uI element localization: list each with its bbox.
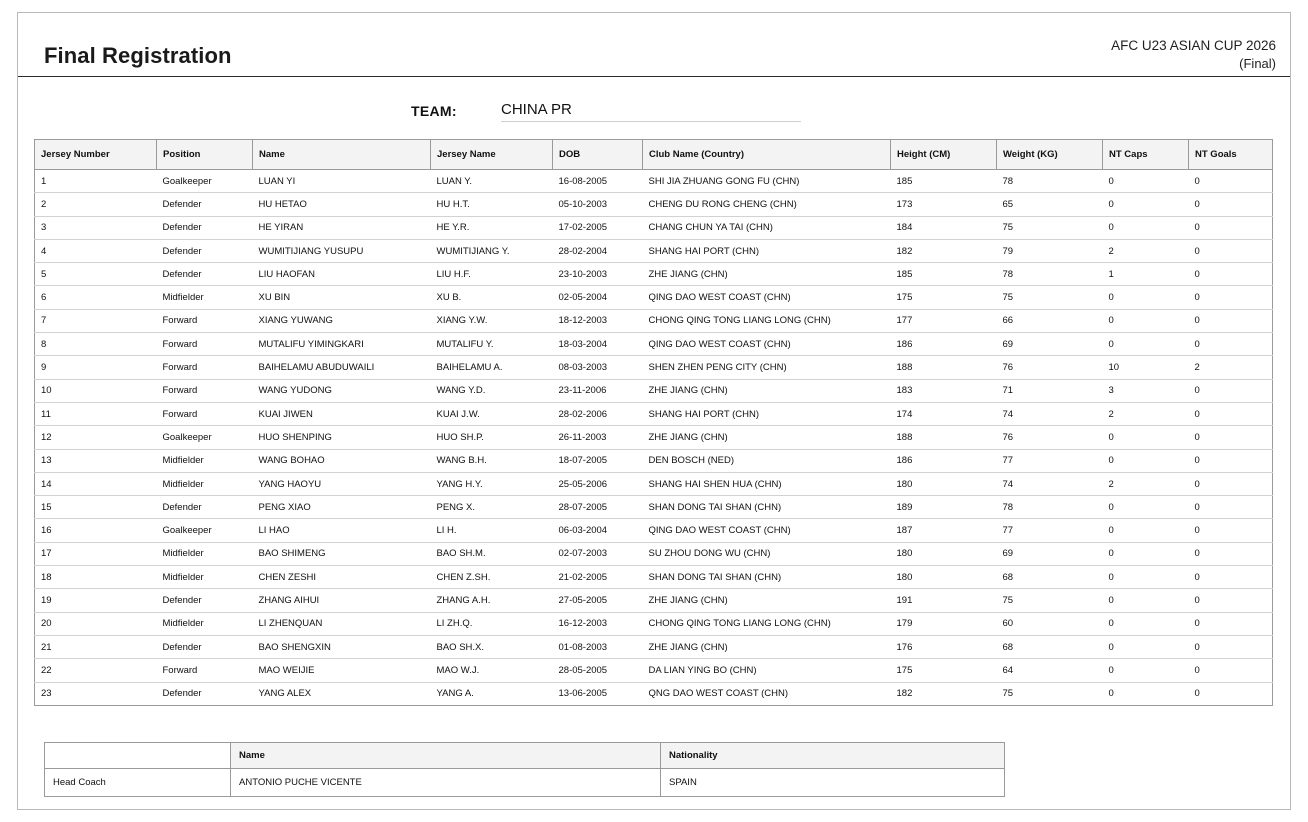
cell-weight: 76	[997, 426, 1103, 449]
cell-nt-goals: 2	[1189, 356, 1273, 379]
table-row	[35, 542, 1273, 565]
cell-nt-caps: 0	[1103, 170, 1189, 193]
team-name-field: CHINA PR	[501, 101, 801, 122]
cell-name: HU HETAO	[253, 193, 431, 216]
cell-position: Defender	[157, 682, 253, 705]
cell-staff-name: ANTONIO PUCHE VICENTE	[231, 769, 661, 797]
cell-nt-goals: 0	[1189, 379, 1273, 402]
cell-jersey-number: 18	[35, 566, 157, 589]
col-dob: DOB	[553, 140, 643, 170]
cell-name: ZHANG AIHUI	[253, 589, 431, 612]
cell-jersey-number: 20	[35, 612, 157, 635]
cell-weight: 69	[997, 333, 1103, 356]
cell-position: Forward	[157, 356, 253, 379]
cell-club: SHAN DONG TAI SHAN (CHN)	[643, 566, 891, 589]
cell-position: Forward	[157, 309, 253, 332]
cell-weight: 68	[997, 635, 1103, 658]
cell-nt-caps: 0	[1103, 635, 1189, 658]
cell-jersey-number: 22	[35, 659, 157, 682]
cell-weight: 60	[997, 612, 1103, 635]
cell-dob: 18-03-2004	[553, 333, 643, 356]
cell-dob: 25-05-2006	[553, 472, 643, 495]
cell-dob: 18-12-2003	[553, 309, 643, 332]
cell-nt-caps: 2	[1103, 472, 1189, 495]
cell-height: 187	[891, 519, 997, 542]
cell-height: 174	[891, 402, 997, 425]
cell-nt-caps: 0	[1103, 589, 1189, 612]
players-table	[34, 139, 1273, 706]
cell-height: 186	[891, 333, 997, 356]
competition-stage: (Final)	[1239, 56, 1276, 72]
cell-name: YANG HAOYU	[253, 472, 431, 495]
cell-club: ZHE JIANG (CHN)	[643, 379, 891, 402]
cell-position: Midfielder	[157, 566, 253, 589]
cell-nt-caps: 0	[1103, 309, 1189, 332]
table-row	[35, 239, 1273, 262]
cell-jersey-name: CHEN Z.SH.	[431, 566, 553, 589]
cell-jersey-number: 5	[35, 263, 157, 286]
cell-club: CHANG CHUN YA TAI (CHN)	[643, 216, 891, 239]
cell-nt-goals: 0	[1189, 402, 1273, 425]
cell-nt-caps: 0	[1103, 286, 1189, 309]
cell-weight: 75	[997, 589, 1103, 612]
cell-weight: 77	[997, 519, 1103, 542]
cell-height: 173	[891, 193, 997, 216]
cell-nt-caps: 0	[1103, 216, 1189, 239]
col-jersey-name: Jersey Name	[431, 140, 553, 170]
cell-jersey-number: 14	[35, 472, 157, 495]
table-row	[35, 589, 1273, 612]
cell-club: CHONG QING TONG LIANG LONG (CHN)	[643, 612, 891, 635]
cell-name: CHEN ZESHI	[253, 566, 431, 589]
cell-weight: 65	[997, 193, 1103, 216]
table-row	[35, 519, 1273, 542]
cell-dob: 28-02-2006	[553, 402, 643, 425]
table-row	[35, 263, 1273, 286]
cell-nt-caps: 0	[1103, 542, 1189, 565]
cell-dob: 23-10-2003	[553, 263, 643, 286]
cell-weight: 78	[997, 496, 1103, 519]
cell-weight: 75	[997, 216, 1103, 239]
table-row	[35, 566, 1273, 589]
cell-height: 176	[891, 635, 997, 658]
cell-dob: 16-08-2005	[553, 170, 643, 193]
competition-block	[1111, 37, 1276, 73]
cell-jersey-number: 16	[35, 519, 157, 542]
cell-position: Defender	[157, 239, 253, 262]
cell-weight: 68	[997, 566, 1103, 589]
cell-name: LI ZHENQUAN	[253, 612, 431, 635]
cell-nt-caps: 0	[1103, 333, 1189, 356]
cell-nt-caps: 0	[1103, 682, 1189, 705]
col-nt-goals: NT Goals	[1189, 140, 1273, 170]
col-club: Club Name (Country)	[643, 140, 891, 170]
cell-nt-goals: 0	[1189, 193, 1273, 216]
cell-club: ZHE JIANG (CHN)	[643, 263, 891, 286]
table-row	[35, 170, 1273, 193]
table-row	[35, 496, 1273, 519]
cell-position: Forward	[157, 659, 253, 682]
cell-nt-caps: 0	[1103, 612, 1189, 635]
cell-jersey-number: 11	[35, 402, 157, 425]
col-staff-nationality: Nationality	[661, 743, 1005, 769]
players-header-row	[35, 140, 1273, 170]
cell-club: CHONG QING TONG LIANG LONG (CHN)	[643, 309, 891, 332]
cell-weight: 75	[997, 682, 1103, 705]
competition-name: AFC U23 ASIAN CUP 2026	[1111, 38, 1276, 53]
cell-club: SHAN DONG TAI SHAN (CHN)	[643, 496, 891, 519]
cell-dob: 06-03-2004	[553, 519, 643, 542]
cell-dob: 18-07-2005	[553, 449, 643, 472]
cell-jersey-number: 3	[35, 216, 157, 239]
players-table-container	[34, 139, 1272, 706]
cell-nt-goals: 0	[1189, 426, 1273, 449]
cell-name: BAO SHENGXIN	[253, 635, 431, 658]
cell-dob: 02-07-2003	[553, 542, 643, 565]
cell-jersey-name: XIANG Y.W.	[431, 309, 553, 332]
cell-jersey-number: 21	[35, 635, 157, 658]
cell-jersey-name: KUAI J.W.	[431, 402, 553, 425]
cell-dob: 28-07-2005	[553, 496, 643, 519]
staff-table-container	[44, 742, 1004, 797]
cell-dob: 26-11-2003	[553, 426, 643, 449]
cell-height: 175	[891, 659, 997, 682]
cell-club: ZHE JIANG (CHN)	[643, 589, 891, 612]
cell-jersey-name: YANG H.Y.	[431, 472, 553, 495]
cell-position: Midfielder	[157, 286, 253, 309]
cell-nt-caps: 3	[1103, 379, 1189, 402]
players-table-header	[35, 140, 1273, 170]
team-label: TEAM:	[411, 103, 457, 119]
cell-nt-caps: 0	[1103, 426, 1189, 449]
cell-height: 188	[891, 426, 997, 449]
cell-jersey-name: MAO W.J.	[431, 659, 553, 682]
staff-table-body	[45, 769, 1005, 797]
cell-club: QING DAO WEST COAST (CHN)	[643, 333, 891, 356]
cell-club: SHANG HAI SHEN HUA (CHN)	[643, 472, 891, 495]
cell-jersey-name: WUMITIJIANG Y.	[431, 239, 553, 262]
cell-position: Midfielder	[157, 449, 253, 472]
cell-jersey-name: WANG Y.D.	[431, 379, 553, 402]
cell-name: LIU HAOFAN	[253, 263, 431, 286]
cell-name: BAO SHIMENG	[253, 542, 431, 565]
cell-jersey-name: MUTALIFU Y.	[431, 333, 553, 356]
cell-nt-caps: 2	[1103, 239, 1189, 262]
cell-nt-goals: 0	[1189, 170, 1273, 193]
cell-nt-goals: 0	[1189, 333, 1273, 356]
cell-position: Defender	[157, 496, 253, 519]
cell-height: 182	[891, 239, 997, 262]
col-staff-role	[45, 743, 231, 769]
table-row	[35, 426, 1273, 449]
cell-nt-goals: 0	[1189, 263, 1273, 286]
cell-weight: 78	[997, 263, 1103, 286]
table-row	[35, 449, 1273, 472]
cell-position: Goalkeeper	[157, 170, 253, 193]
cell-jersey-number: 7	[35, 309, 157, 332]
cell-weight: 74	[997, 472, 1103, 495]
cell-jersey-number: 9	[35, 356, 157, 379]
cell-nt-goals: 0	[1189, 216, 1273, 239]
cell-name: LUAN YI	[253, 170, 431, 193]
cell-jersey-number: 6	[35, 286, 157, 309]
cell-dob: 23-11-2006	[553, 379, 643, 402]
cell-nt-goals: 0	[1189, 239, 1273, 262]
cell-height: 185	[891, 170, 997, 193]
cell-jersey-number: 1	[35, 170, 157, 193]
cell-height: 177	[891, 309, 997, 332]
table-row	[35, 635, 1273, 658]
cell-nt-caps: 0	[1103, 496, 1189, 519]
staff-table-header	[45, 743, 1005, 769]
cell-dob: 05-10-2003	[553, 193, 643, 216]
cell-jersey-number: 13	[35, 449, 157, 472]
cell-dob: 21-02-2005	[553, 566, 643, 589]
cell-jersey-name: XU B.	[431, 286, 553, 309]
cell-dob: 17-02-2005	[553, 216, 643, 239]
cell-jersey-number: 15	[35, 496, 157, 519]
cell-height: 182	[891, 682, 997, 705]
cell-dob: 13-06-2005	[553, 682, 643, 705]
cell-nt-goals: 0	[1189, 659, 1273, 682]
cell-weight: 77	[997, 449, 1103, 472]
cell-jersey-name: YANG A.	[431, 682, 553, 705]
cell-jersey-name: HU H.T.	[431, 193, 553, 216]
cell-name: MUTALIFU YIMINGKARI	[253, 333, 431, 356]
cell-nt-caps: 1	[1103, 263, 1189, 286]
cell-position: Midfielder	[157, 542, 253, 565]
cell-dob: 02-05-2004	[553, 286, 643, 309]
cell-position: Midfielder	[157, 472, 253, 495]
col-name: Name	[253, 140, 431, 170]
cell-jersey-name: HE Y.R.	[431, 216, 553, 239]
team-row	[18, 99, 1290, 129]
cell-club: QING DAO WEST COAST (CHN)	[643, 519, 891, 542]
cell-position: Forward	[157, 333, 253, 356]
cell-club: DEN BOSCH (NED)	[643, 449, 891, 472]
cell-height: 188	[891, 356, 997, 379]
cell-dob: 01-08-2003	[553, 635, 643, 658]
staff-table	[44, 742, 1005, 797]
cell-club: SHI JIA ZHUANG GONG FU (CHN)	[643, 170, 891, 193]
col-jersey-number: Jersey Number	[35, 140, 157, 170]
cell-name: XU BIN	[253, 286, 431, 309]
table-row	[35, 309, 1273, 332]
table-row	[35, 356, 1273, 379]
cell-position: Defender	[157, 263, 253, 286]
cell-jersey-number: 8	[35, 333, 157, 356]
cell-club: DA LIAN YING BO (CHN)	[643, 659, 891, 682]
table-row	[35, 472, 1273, 495]
cell-dob: 28-02-2004	[553, 239, 643, 262]
cell-club: SHEN ZHEN PENG CITY (CHN)	[643, 356, 891, 379]
cell-nt-caps: 0	[1103, 519, 1189, 542]
table-row	[35, 216, 1273, 239]
cell-club: SHANG HAI PORT (CHN)	[643, 239, 891, 262]
cell-position: Goalkeeper	[157, 519, 253, 542]
staff-row	[45, 769, 1005, 797]
cell-nt-caps: 0	[1103, 193, 1189, 216]
col-height: Height (CM)	[891, 140, 997, 170]
cell-jersey-name: LI H.	[431, 519, 553, 542]
cell-jersey-name: BAO SH.M.	[431, 542, 553, 565]
players-table-body	[35, 170, 1273, 706]
cell-name: BAIHELAMU ABUDUWAILI	[253, 356, 431, 379]
table-row	[35, 682, 1273, 705]
cell-weight: 71	[997, 379, 1103, 402]
cell-jersey-name: ZHANG A.H.	[431, 589, 553, 612]
cell-jersey-name: PENG X.	[431, 496, 553, 519]
staff-header-row	[45, 743, 1005, 769]
document-header	[18, 13, 1290, 77]
cell-nt-goals: 0	[1189, 286, 1273, 309]
cell-height: 189	[891, 496, 997, 519]
cell-name: XIANG YUWANG	[253, 309, 431, 332]
cell-nt-goals: 0	[1189, 635, 1273, 658]
cell-dob: 16-12-2003	[553, 612, 643, 635]
cell-position: Forward	[157, 402, 253, 425]
cell-weight: 78	[997, 170, 1103, 193]
cell-name: LI HAO	[253, 519, 431, 542]
cell-name: PENG XIAO	[253, 496, 431, 519]
cell-weight: 69	[997, 542, 1103, 565]
table-row	[35, 402, 1273, 425]
table-row	[35, 286, 1273, 309]
cell-jersey-number: 4	[35, 239, 157, 262]
cell-position: Forward	[157, 379, 253, 402]
cell-dob: 08-03-2003	[553, 356, 643, 379]
cell-jersey-name: LUAN Y.	[431, 170, 553, 193]
cell-name: KUAI JIWEN	[253, 402, 431, 425]
cell-club: QNG DAO WEST COAST (CHN)	[643, 682, 891, 705]
table-row	[35, 193, 1273, 216]
cell-jersey-number: 10	[35, 379, 157, 402]
cell-jersey-name: HUO SH.P.	[431, 426, 553, 449]
cell-position: Defender	[157, 216, 253, 239]
page-title: Final Registration	[44, 43, 232, 68]
cell-position: Defender	[157, 635, 253, 658]
cell-weight: 66	[997, 309, 1103, 332]
cell-weight: 76	[997, 356, 1103, 379]
cell-nt-goals: 0	[1189, 542, 1273, 565]
cell-staff-nationality: SPAIN	[661, 769, 1005, 797]
cell-nt-goals: 0	[1189, 309, 1273, 332]
cell-position: Defender	[157, 589, 253, 612]
cell-nt-caps: 0	[1103, 449, 1189, 472]
cell-position: Defender	[157, 193, 253, 216]
cell-nt-goals: 0	[1189, 566, 1273, 589]
cell-name: HUO SHENPING	[253, 426, 431, 449]
cell-club: CHENG DU RONG CHENG (CHN)	[643, 193, 891, 216]
cell-nt-caps: 0	[1103, 659, 1189, 682]
cell-jersey-number: 23	[35, 682, 157, 705]
cell-jersey-name: BAO SH.X.	[431, 635, 553, 658]
cell-dob: 27-05-2005	[553, 589, 643, 612]
cell-staff-role: Head Coach	[45, 769, 231, 797]
table-row	[35, 379, 1273, 402]
cell-weight: 75	[997, 286, 1103, 309]
cell-jersey-number: 12	[35, 426, 157, 449]
cell-jersey-name: LI ZH.Q.	[431, 612, 553, 635]
cell-weight: 74	[997, 402, 1103, 425]
cell-name: WANG BOHAO	[253, 449, 431, 472]
cell-name: WUMITIJIANG YUSUPU	[253, 239, 431, 262]
cell-jersey-name: WANG B.H.	[431, 449, 553, 472]
cell-nt-goals: 0	[1189, 496, 1273, 519]
cell-club: QING DAO WEST COAST (CHN)	[643, 286, 891, 309]
cell-jersey-number: 2	[35, 193, 157, 216]
cell-height: 179	[891, 612, 997, 635]
cell-name: HE YIRAN	[253, 216, 431, 239]
cell-height: 184	[891, 216, 997, 239]
col-position: Position	[157, 140, 253, 170]
cell-name: WANG YUDONG	[253, 379, 431, 402]
cell-nt-caps: 2	[1103, 402, 1189, 425]
cell-height: 180	[891, 566, 997, 589]
cell-nt-goals: 0	[1189, 449, 1273, 472]
table-row	[35, 659, 1273, 682]
cell-nt-caps: 0	[1103, 566, 1189, 589]
registration-sheet	[17, 12, 1291, 810]
cell-height: 180	[891, 472, 997, 495]
cell-club: SU ZHOU DONG WU (CHN)	[643, 542, 891, 565]
cell-dob: 28-05-2005	[553, 659, 643, 682]
cell-nt-caps: 10	[1103, 356, 1189, 379]
cell-nt-goals: 0	[1189, 612, 1273, 635]
cell-position: Goalkeeper	[157, 426, 253, 449]
cell-jersey-name: LIU H.F.	[431, 263, 553, 286]
col-staff-name: Name	[231, 743, 661, 769]
col-nt-caps: NT Caps	[1103, 140, 1189, 170]
cell-club: ZHE JIANG (CHN)	[643, 426, 891, 449]
cell-name: YANG ALEX	[253, 682, 431, 705]
cell-nt-goals: 0	[1189, 682, 1273, 705]
col-weight: Weight (KG)	[997, 140, 1103, 170]
cell-height: 175	[891, 286, 997, 309]
cell-club: ZHE JIANG (CHN)	[643, 635, 891, 658]
cell-weight: 79	[997, 239, 1103, 262]
cell-jersey-number: 17	[35, 542, 157, 565]
cell-height: 183	[891, 379, 997, 402]
table-row	[35, 612, 1273, 635]
cell-name: MAO WEIJIE	[253, 659, 431, 682]
cell-height: 185	[891, 263, 997, 286]
cell-weight: 64	[997, 659, 1103, 682]
cell-height: 186	[891, 449, 997, 472]
cell-height: 180	[891, 542, 997, 565]
cell-jersey-name: BAIHELAMU A.	[431, 356, 553, 379]
cell-nt-goals: 0	[1189, 472, 1273, 495]
table-row	[35, 333, 1273, 356]
cell-jersey-number: 19	[35, 589, 157, 612]
cell-position: Midfielder	[157, 612, 253, 635]
cell-nt-goals: 0	[1189, 519, 1273, 542]
cell-club: SHANG HAI PORT (CHN)	[643, 402, 891, 425]
cell-nt-goals: 0	[1189, 589, 1273, 612]
cell-height: 191	[891, 589, 997, 612]
